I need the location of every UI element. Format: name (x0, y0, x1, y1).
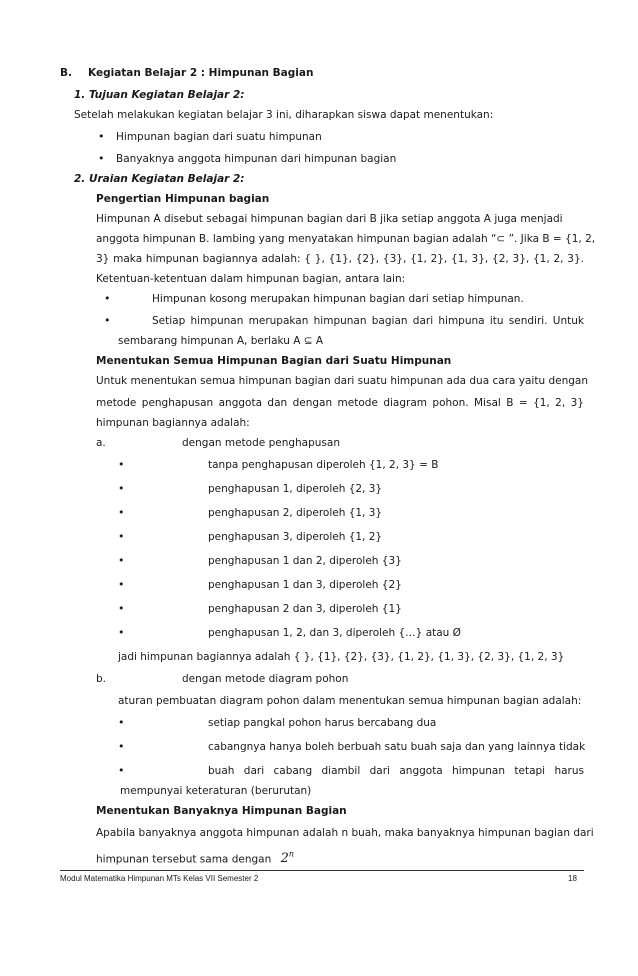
bullet-icon: • (118, 602, 125, 615)
bullet-icon: • (118, 554, 125, 567)
bullet-icon: • (118, 506, 125, 519)
section-marker: B. (60, 67, 72, 79)
bullet-icon: • (118, 482, 125, 495)
formula-2-pow-n (281, 851, 294, 866)
bullet-icon: • (118, 530, 125, 543)
ketentuan-item-1: Himpunan kosong merupakan himpunan bagian dari setiap himpunan. (152, 293, 524, 305)
method-b-marker: b. (96, 673, 107, 685)
banyaknya-title: Menentukan Banyaknya Himpunan Bagian (96, 805, 347, 817)
method-a-item: tanpa penghapusan diperoleh {1, 2, 3} = B (208, 459, 439, 471)
menentukan-title: Menentukan Semua Himpunan Bagian dari Suatu Himpunan (96, 355, 452, 367)
ketentuan-item-2: Setiap himpunan merupakan himpunan bagian dari himpuna itu sendiri. Untuk (152, 315, 584, 327)
bullet-icon: • (118, 764, 125, 777)
tujuan-intro: Setelah melakukan kegiatan belajar 3 ini, diharapkan siswa dapat menentukan: (74, 109, 494, 121)
banyaknya-line-1: Apabila banyaknya anggota himpunan adalah n buah, maka banyaknya himpunan bagian dari (96, 827, 594, 839)
method-b-item-cont: mempunyai keteraturan (berurutan) (120, 785, 312, 797)
ketentuan-intro: Ketentuan-ketentuan dalam himpunan bagian, antara lain: (96, 273, 406, 285)
method-a-item: penghapusan 1 dan 2, diperoleh {3} (208, 555, 402, 567)
menentukan-line-3: himpunan bagiannya adalah: (96, 417, 250, 429)
pengertian-title: Pengertian Himpunan bagian (96, 193, 270, 205)
bullet-icon: • (98, 152, 105, 165)
uraian-heading: 2. Uraian Kegiatan Belajar 2: (74, 173, 245, 185)
bullet-icon: • (118, 578, 125, 591)
method-b-item: setiap pangkal pohon harus bercabang dua (208, 717, 437, 729)
formula-base: 2 (280, 851, 289, 867)
banyaknya-line-2 (96, 848, 294, 866)
method-a-item: penghapusan 1, 2, dan 3, diperoleh {…} atau Ø (208, 627, 461, 639)
bullet-icon: • (118, 626, 125, 639)
method-a-item: penghapusan 1, diperoleh {2, 3} (208, 483, 383, 495)
banyaknya-text: himpunan tersebut sama dengan (96, 853, 272, 866)
method-a-item: penghapusan 2 dan 3, diperoleh {1} (208, 603, 402, 615)
ketentuan-item-2-cont: sembarang himpunan A, berlaku A ⊆ A (118, 335, 324, 347)
method-b-item: cabangnya hanya boleh berbuah satu buah saja dan yang lainnya tidak (208, 741, 586, 753)
pengertian-line-2: anggota himpunan B. lambing yang menyatakan himpunan bagian adalah “⊂ ”. Jika B = {1, 2, (96, 233, 596, 245)
section-title: Kegiatan Belajar 2 : Himpunan Bagian (88, 67, 314, 79)
bullet-icon: • (104, 292, 111, 305)
method-a-item: penghapusan 2, diperoleh {1, 3} (208, 507, 383, 519)
tujuan-heading: 1. Tujuan Kegiatan Belajar 2: (74, 89, 245, 101)
footer-rule (60, 870, 584, 871)
tujuan-item: Banyaknya anggota himpunan dari himpunan bagian (116, 153, 397, 165)
method-a-marker: a. (96, 437, 106, 449)
bullet-icon: • (104, 314, 111, 327)
method-b-label: dengan metode diagram pohon (182, 673, 349, 685)
method-b-item: buah dari cabang diambil dari anggota himpunan tetapi harus (208, 765, 584, 777)
menentukan-line-1: Untuk menentukan semua himpunan bagian dari suatu himpunan ada dua cara yaitu dengan (96, 375, 588, 387)
method-b-intro: aturan pembuatan diagram pohon dalam menentukan semua himpunan bagian adalah: (118, 695, 582, 707)
tujuan-item: Himpunan bagian dari suatu himpunan (116, 131, 322, 143)
bullet-icon: • (118, 740, 125, 753)
pengertian-line-3: 3} maka himpunan bagiannya adalah: { }, {1}, {2}, {3}, {1, 2}, {1, 3}, {2, 3}, {1, 2, 3}. (96, 253, 584, 265)
method-a-item: penghapusan 1 dan 3, diperoleh {2} (208, 579, 402, 591)
text-line: Himpunan A disebut sebagai himpunan bagian dari B jika setiap anggota A juga menjadi (96, 213, 563, 225)
method-a-conclusion: jadi himpunan bagiannya adalah { }, {1}, {2}, {3}, {1, 2}, {1, 3}, {2, 3}, {1, 2, 3} (118, 651, 565, 663)
footer-page-number: 18 (568, 874, 577, 883)
menentukan-line-2: metode penghapusan anggota dan dengan metode diagram pohon. Misal B = {1, 2, 3} (96, 397, 584, 409)
bullet-icon: • (98, 130, 105, 143)
pengertian-line-1 (96, 212, 584, 226)
method-a-item: penghapusan 3, diperoleh {1, 2} (208, 531, 383, 543)
formula-exponent: n (288, 850, 295, 859)
bullet-icon: • (118, 716, 125, 729)
bullet-icon: • (118, 458, 125, 471)
footer-title: Modul Matematika Himpunan MTs Kelas VII Semester 2 (60, 874, 259, 883)
method-a-label: dengan metode penghapusan (182, 437, 340, 449)
